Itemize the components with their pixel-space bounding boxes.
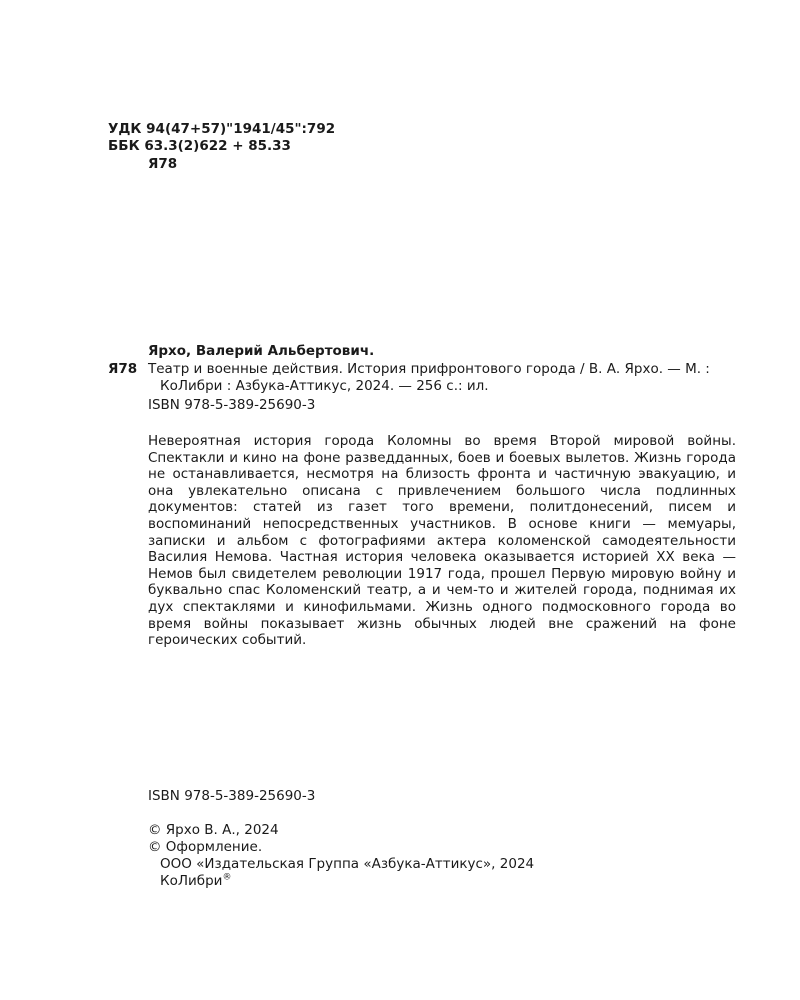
imprint-name: КоЛибри bbox=[160, 873, 223, 889]
udk-code: УДК 94(47+57)"1941/45":792 bbox=[108, 121, 336, 137]
registered-mark: ® bbox=[222, 872, 232, 883]
annotation-text: Невероятная история города Коломны во время Второй мировой войны. Спектакли и кино на фоне разведданных, боев и боевых вылетов. Жизнь города не останавливается, несмотря на близость фронта и частичную эвакуацию, и она увлекательно описана с привлечением большого числа подлинных документов: статей из газет того времени, политдонесений, писем и воспоминаний непосредственных участников. В основе книги — мемуары, записки и альбом с фотографиями актера коломенской самодеятельности Василия Немова. Частная история человека оказывается историей XX века — Немов был свидетелем революции 1917 года, прошел Первую мировую войну и буквально спас Коломенский театр, а и чем-то и жителей города, поднимая их дух спектаклями и кинофильмами. Жизнь одного подмосковного города во время войны показывает жизнь обычных людей вне сражений на фоне героических событий. bbox=[148, 433, 736, 649]
catalog-author: Ярхо, Валерий Альбертович. bbox=[148, 343, 375, 359]
copyright-design: © Оформление. bbox=[148, 839, 263, 855]
catalog-isbn: ISBN 978-5-389-25690-3 bbox=[148, 397, 316, 413]
isbn-bottom: ISBN 978-5-389-25690-3 bbox=[148, 788, 316, 804]
copyright-imprint bbox=[160, 873, 231, 890]
bbk-code: ББК 63.3(2)622 + 85.33 bbox=[108, 138, 291, 154]
copyright-author: © Ярхо В. А., 2024 bbox=[148, 822, 279, 838]
copyright-publisher: ООО «Издательская Группа «Азбука-Аттикус», 2024 bbox=[160, 856, 535, 872]
catalog-title: Театр и военные действия. История прифронтового города / В. А. Ярхо. — М. : bbox=[148, 361, 710, 377]
author-code: Я78 bbox=[148, 156, 178, 172]
catalog-imprint: КоЛибри : Азбука-Аттикус, 2024. — 256 с.: ил. bbox=[160, 378, 489, 394]
catalog-code: Я78 bbox=[108, 361, 138, 377]
